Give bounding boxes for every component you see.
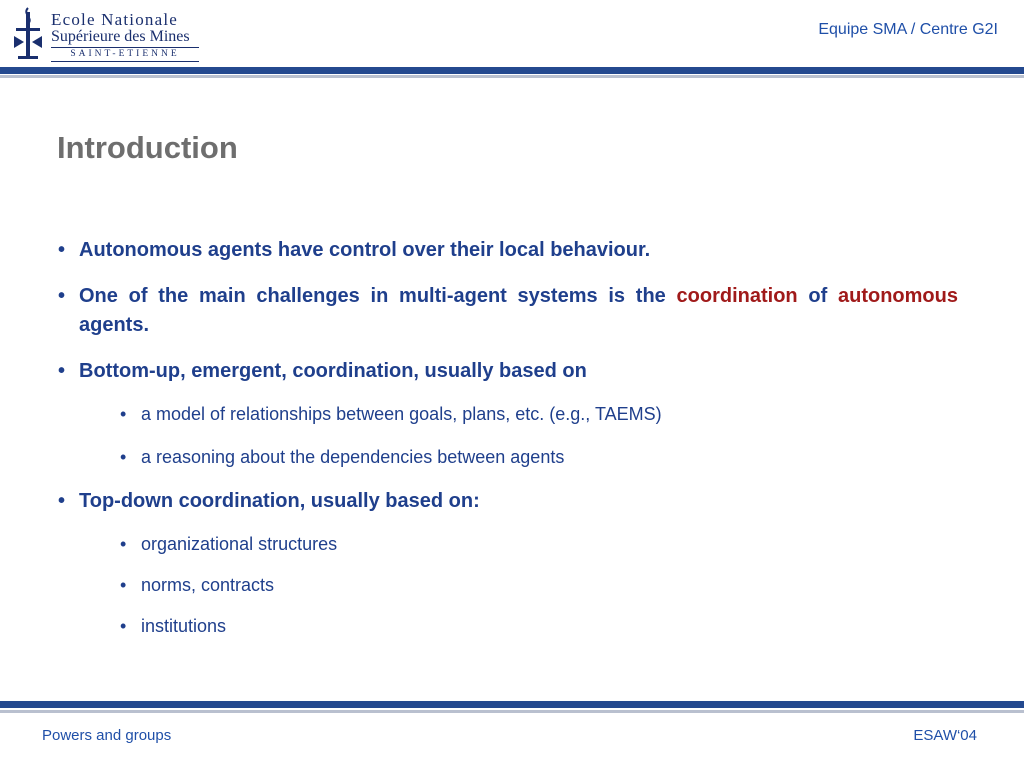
footer-event-label: ESAW‘04: [913, 727, 977, 744]
bullet-glyph: •: [120, 404, 127, 424]
bullet-glyph: •: [120, 616, 127, 636]
sub-bullet-item: [58, 444, 958, 471]
bullet-text: [79, 282, 958, 340]
school-logo: [10, 6, 200, 64]
bullet-glyph: •: [58, 285, 66, 307]
footer-presentation-title: Powers and groups: [42, 727, 172, 744]
sub-bullet-item: [58, 613, 958, 640]
bullet-item: [58, 282, 958, 340]
bullet-text-part: of: [797, 285, 838, 307]
bullet-glyph: •: [120, 534, 127, 554]
sub-bullet-item: [58, 401, 958, 428]
sub-bullet-text: institutions: [141, 616, 227, 636]
bullet-text: Autonomous agents have control over their local behaviour.: [79, 239, 651, 261]
slide-content: [58, 236, 958, 640]
header-divider-light: [0, 75, 1024, 78]
sub-bullet-text: norms, contracts: [141, 575, 275, 595]
logo-line-2: Supérieure des Mines: [51, 28, 190, 45]
sub-bullet-text: organizational structures: [141, 534, 338, 554]
bullet-item: [58, 236, 958, 265]
bullet-text: Bottom-up, emergent, coordination, usually based on: [79, 360, 587, 382]
sub-bullet-item: [58, 572, 958, 599]
logo-line-1: Ecole Nationale: [51, 10, 179, 29]
bullet-text-part: agents.: [79, 314, 150, 336]
bullet-item: [58, 357, 958, 386]
bullet-glyph: •: [58, 239, 66, 261]
sub-bullet-text: a model of relationships between goals, plans, etc. (e.g., TAEMS): [141, 404, 662, 424]
sub-bullet-item: [58, 531, 958, 558]
bullet-glyph: •: [58, 360, 66, 382]
logo-line-3: SAINT-ETIENNE: [51, 47, 199, 62]
footer-divider-dark: [0, 701, 1024, 708]
bullet-text: Top-down coordination, usually based on:: [79, 490, 480, 512]
bullet-text-part: One of the main challenges in multi-agent systems is the: [79, 285, 677, 307]
bullet-glyph: •: [120, 447, 127, 467]
header-team-label: Equipe SMA / Centre G2I: [818, 21, 998, 38]
highlight-autonomous: autonomous: [838, 285, 958, 307]
bullet-item: [58, 487, 958, 516]
school-emblem-icon: [10, 6, 46, 64]
bullet-glyph: •: [120, 575, 127, 595]
highlight-coordination: coordination: [676, 285, 798, 307]
header-divider-dark: [0, 67, 1024, 74]
bullet-glyph: •: [58, 490, 66, 512]
slide-title: Introduction: [57, 130, 238, 165]
sub-bullet-text: a reasoning about the dependencies between agents: [141, 447, 565, 467]
footer-divider-light: [0, 710, 1024, 713]
